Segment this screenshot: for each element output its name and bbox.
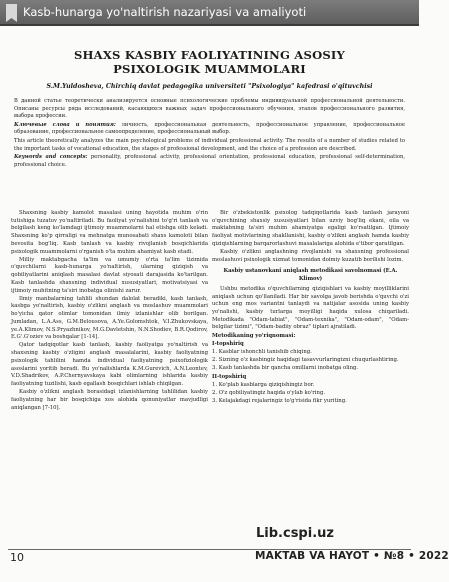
task-2-item: 1. Ko'plab kasblarga qiziqishingiz bor. [212,381,315,388]
author-line: S.M.Yuldosheva, Chirchiq davlat pedagogika universiteti "Psixologiya" kafedrasi o'qituvchisi [46,83,373,90]
right-paragraph-2: Kasbiy o'zlikni anglashning rivojlanishi va shaxsning professional moslashuvi psixologik xizmat tomonidan doimiy kuzatib borilishi lozim. [212,249,409,263]
left-paragraph-2: Milliy maktabgacha ta'lim va umumiy o'rta ta'lim tizimida o'quvchilarni kasb-hunarga yo'naltirish, ularning qiziqish va qobiliyatlarini aniqlash masalasi davlat siyosati darajasida ko'tarilgan. Kasb tanlashda shaxsning individual xususiyatlari, motivatsiyasi va ijtimoiy muhitning ta'siri inobatga olinishi zarur. [11,256,208,294]
left-paragraph-1: Shaxsning kasbiy kamolot masalasi uning hayotida muhim o'rin tutishiga tuzatuv yo'naltiriladi. Bu faoliyat yo'nalishini to'g'ri tanlash va belgilash keng ko'lamdagi ijtimoiy muammolarni hal etishga olib keladi. Shaxsning ko'p qirraligi va mehnatga munosabati shaxs kamoloti bilan bevosita bog'liq. Kasb tanlash va kasbiy rivojlanish bosqichlarida psixologik muammolarni o'rganish o'ta muhim ahamiyat kasb etadi. [11,210,208,255]
instruction-heading: Metodikaning yo'riqnomasi: [212,332,296,339]
task-2-heading: II-topshiriq [212,373,247,380]
bookmark-icon [6,4,17,22]
task-2-item: 2. O'z qobiliyatingiz haqida o'ylab ko'ring. [212,389,326,396]
title-line-1: SHAXS KASBIY FAOLIYATINING ASOSIY [73,48,346,62]
page-number: 10 [10,551,24,564]
left-column [11,210,208,532]
journal-name: MAKTAB VA HAYOT • №8 • 2022 [255,550,449,562]
left-paragraph-3: Ilmiy manbalarning tahlili shundan dalolat beradiki, kasb tanlash, kasbga yo'naltirish, kasbiy o'zlikni anglash va moslashuv muammolari bo'yicha qator olimlar tomonidan ilmiy izlanishlar olib borilgan. Jumladan, L.A.Ass, G.M.Belousova, A.Ye.Golomshtok, V.I.Zhukovskaya, ye.A.Klimov, N.S.Pryazhnikov, M.G.Davletshin, N.N.Shodiev, B.R.Qodirov, E.G'.G'oziev va boshqalar [1-14]. [11,295,208,341]
right-column [212,210,409,528]
abstract-ru: В данной статье теоретически анализируется основные психологические проблемы индивидуальной профессиональной деятельности. Описаны ресурсы ряда исследований, касающихся важных задач профессионального обучения, этапов профессионального развития, выбора профессии. [14,98,405,120]
task-2-item: 3. Kelajakdagi rejalaringiz to'g'risida fikr yuriting. [212,398,347,405]
task-1-item: 2. Sizning o'z kasbingiz haqidagi tasavvurlaringizni chuqurlashtiring. [212,357,399,364]
title-line-2: PSIXOLOGIK MUAMMOLARI [113,62,306,76]
left-paragraph-4: Qator tadqiqotlar kasb tanlash, kasbiy faoliyatga yo'naltirish va shaxsning kasbiy o'zligini anglash masalalarini, kasbiy faoliyatning psixologik tahlilini hamda individual faoliyatning psixofiziologik asoslarini yoritib beradi. Bu yo'nalishlarda K.M.Gurevich, A.N.Leontev, V.D.Shadrikov, A.P.Chernyavskaya kabi olimlarning ishlarida kasbiy faoliyatning tuzilishi, kasb egallash bosqichlari ishlab chiqilgan. [11,342,208,387]
abstract [14,98,405,170]
running-title: Kasb-hunarga yo'naltirish nazariyasi va amaliyoti [23,5,307,19]
keywords-ru-lead: Ключевые слова и понятия: [14,121,116,128]
keywords-en [14,154,405,169]
task-1-heading: I-topshiriq [212,340,244,347]
section-heading: Kasbiy ustanovkani aniqlash metodikasi savolnomasi (E.A. Klimov) [223,268,398,283]
keywords-ru [14,122,405,137]
right-paragraph-3: Ushbu metodika o'quvchilarning qiziqishlari va kasbiy moyilliklarini aniqlash uchun qo'llaniladi. Har bir savolga javob berishda o'quvchi o'zi uchun eng mos variantni tanlaydi va natijalar asosida uning kasbiy yo'nalishi, kasbiy turlarga moyilligi haqida xulosa chiqariladi. Metodikada "Odam-tabiat", "Odam-texnika", "Odam-odam", "Odam-belgilar tizimi", "Odam-badiiy obraz" tiplari ajratiladi. [212,285,409,331]
keywords-en-text: personality, professional activity, professional orientation, professional education, professional self-determination, professional choice. [14,154,405,168]
keywords-ru-text: личность, профессиональная деятельность, профессиональное управление, профессиональное образование, профессиональное самоопределение, профессиональный выбор. [14,121,405,136]
watermark: Lib.cspi.uz [256,526,334,541]
task-1-item: 3. Kasb tanlashda bir qancha omillarni inobatga oling. [212,365,359,372]
abstract-en: This article theoretically analyzes the main psychological problems of individual professional activity. The results of a number of studies related to the important tasks of vocational education, the stages of professional development, and the choice of a profession are described. [14,137,405,152]
keywords-en-lead: Keywords and concepts: [14,154,88,161]
right-paragraph-1: Bir o'zbekistonlik psixolog tadqiqotlarida kasb tanlash jarayoni o'quvchining shaxsiy xususiyatlari bilan uzviy bog'liq ekani, oila va maktabning ta'siri muhim ahamiyatga egaligi ko'rsatilgan. Ijtimoiy faoliyat motivlarining shakllanishi, kasbiy o'zlikni anglash hamda kasbiy qiziqishlarning barqarorlashuvi masalalariga alohida e'tibor qaratilgan. [212,210,409,247]
task-1-item: 1. Kasblar ishonchli tanishib chiqing. [212,348,312,355]
article-title [0,48,419,76]
left-paragraph-5: Kasbiy o'zlikni anglash borasidagi izlanishlarning tahlilidan kasbiy faoliyatning har bir bosqichiga xos alohida qonuniyatlar mavjudligi aniqlangan [7-10]. [11,389,208,411]
running-header [0,0,419,26]
